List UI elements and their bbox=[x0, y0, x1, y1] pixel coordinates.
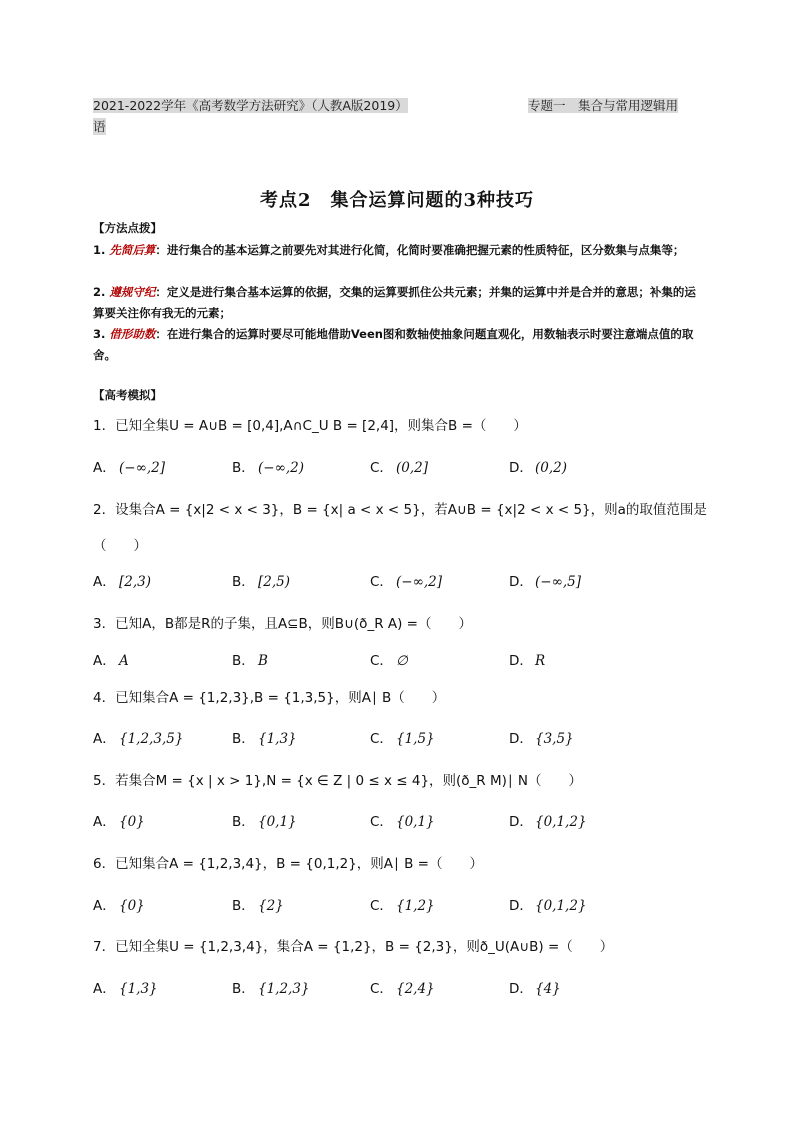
practice-heading: 【高考模拟】 bbox=[93, 388, 162, 402]
question-5-stem: 5．若集合M = {x | x > 1},N = {x ∈ Z | 0 ≤ x ≤ 4}，则(ð_R M)∣ N（ ） bbox=[93, 773, 583, 789]
question-6-stem: 6．已知集合A = {1,2,3,4}，B = {0,1,2}，则A∣ B =（ ） bbox=[93, 856, 483, 872]
question-2-option-b: B． [2,5) bbox=[232, 574, 291, 590]
question-3-option-a: A． A bbox=[93, 653, 129, 669]
tip-3-key: 借形助数 bbox=[109, 327, 156, 341]
question-6-option-b: B． {2} bbox=[232, 898, 284, 914]
tip-3: 3. 借形助数：在进行集合的运算时要尽可能地借助Veen图和数轴使抽象问题直观化，用数轴表示时要注意端点值的取舍。 bbox=[93, 327, 694, 362]
question-1-stem: 1．已知全集U = A∪B = [0,4],A∩C_U B = [2,4]，则集合B =（ ） bbox=[93, 418, 527, 434]
question-4-option-d: D． {3,5} bbox=[509, 731, 574, 747]
question-2-option-d: D． (−∞,5] bbox=[509, 574, 581, 590]
method-heading: 【方法点拨】 bbox=[93, 221, 162, 235]
question-5-option-a: A． {0} bbox=[93, 814, 145, 830]
tip-1-key: 先简后算 bbox=[109, 243, 156, 257]
question-2-option-a: A． [2,3) bbox=[93, 574, 152, 590]
header-wrap: 语 bbox=[93, 119, 106, 134]
tip-2: 2. 遵规守纪：定义是进行集合基本运算的依据，交集的运算要抓住公共元素；并集的运算中并是合并的意思；补集的运算要关注你有我无的元素； bbox=[93, 285, 696, 320]
question-5-option-b: B． {0,1} bbox=[232, 814, 297, 830]
page-title: 考点2 集合运算问题的3种技巧 bbox=[259, 190, 535, 211]
question-1-option-b: B． (−∞,2) bbox=[232, 460, 304, 476]
question-6-option-c: C． {1,2} bbox=[370, 898, 435, 914]
question-4-option-c: C． {1,5} bbox=[370, 731, 435, 747]
question-2-option-c: C． (−∞,2] bbox=[370, 574, 442, 590]
question-3-option-d: D． R bbox=[509, 653, 546, 669]
question-4-stem: 4．已知集合A = {1,2,3},B = {1,3,5}，则A∣ B（ ） bbox=[93, 690, 446, 706]
question-7-stem: 7．已知全集U = {1,2,3,4}，集合A = {1,2}，B = {2,3}，则ð_U(A∪B) =（ ） bbox=[93, 939, 614, 955]
question-3-stem: 3．已知A，B都是R的子集，且A⊆B，则B∪(ð_R A) =（ ） bbox=[93, 616, 472, 632]
question-2-paren: （ ） bbox=[93, 538, 147, 554]
question-7-option-d: D． {4} bbox=[509, 981, 561, 997]
question-5-option-d: D． {0,1,2} bbox=[509, 814, 587, 830]
header-right: 专题一 集合与常用逻辑用 bbox=[528, 98, 679, 113]
question-3-option-c: C． ∅ bbox=[370, 653, 408, 669]
question-7-option-b: B． {1,2,3} bbox=[232, 981, 310, 997]
question-6-option-d: D． {0,1,2} bbox=[509, 898, 587, 914]
question-3-option-b: B． B bbox=[232, 653, 268, 669]
question-4-option-b: B． {1,3} bbox=[232, 731, 297, 747]
tip-2-key: 遵规守纪 bbox=[109, 285, 156, 299]
question-7-option-c: C． {2,4} bbox=[370, 981, 435, 997]
question-4-option-a: A． {1,2,3,5} bbox=[93, 731, 184, 747]
question-1-option-c: C． (0,2] bbox=[370, 460, 429, 476]
question-6-option-a: A． {0} bbox=[93, 898, 145, 914]
question-1-option-a: A． (−∞,2] bbox=[93, 460, 165, 476]
question-5-option-c: C． {0,1} bbox=[370, 814, 435, 830]
question-2-stem: 2．设集合A = {x|2 < x < 3}，B = {x| a < x < 5}，若A∪B = {x|2 < x < 5}，则a的取值范围是 bbox=[93, 502, 707, 518]
question-1-option-d: D． (0,2) bbox=[509, 460, 568, 476]
tip-1: 1. 先简后算：进行集合的基本运算之前要先对其进行化简，化简时要准确把握元素的性质特征，区分数集与点集等； bbox=[93, 243, 685, 257]
header-left: 2021-2022学年《高考数学方法研究》（人教A版2019） bbox=[93, 98, 408, 113]
question-7-option-a: A． {1,3} bbox=[93, 981, 158, 997]
